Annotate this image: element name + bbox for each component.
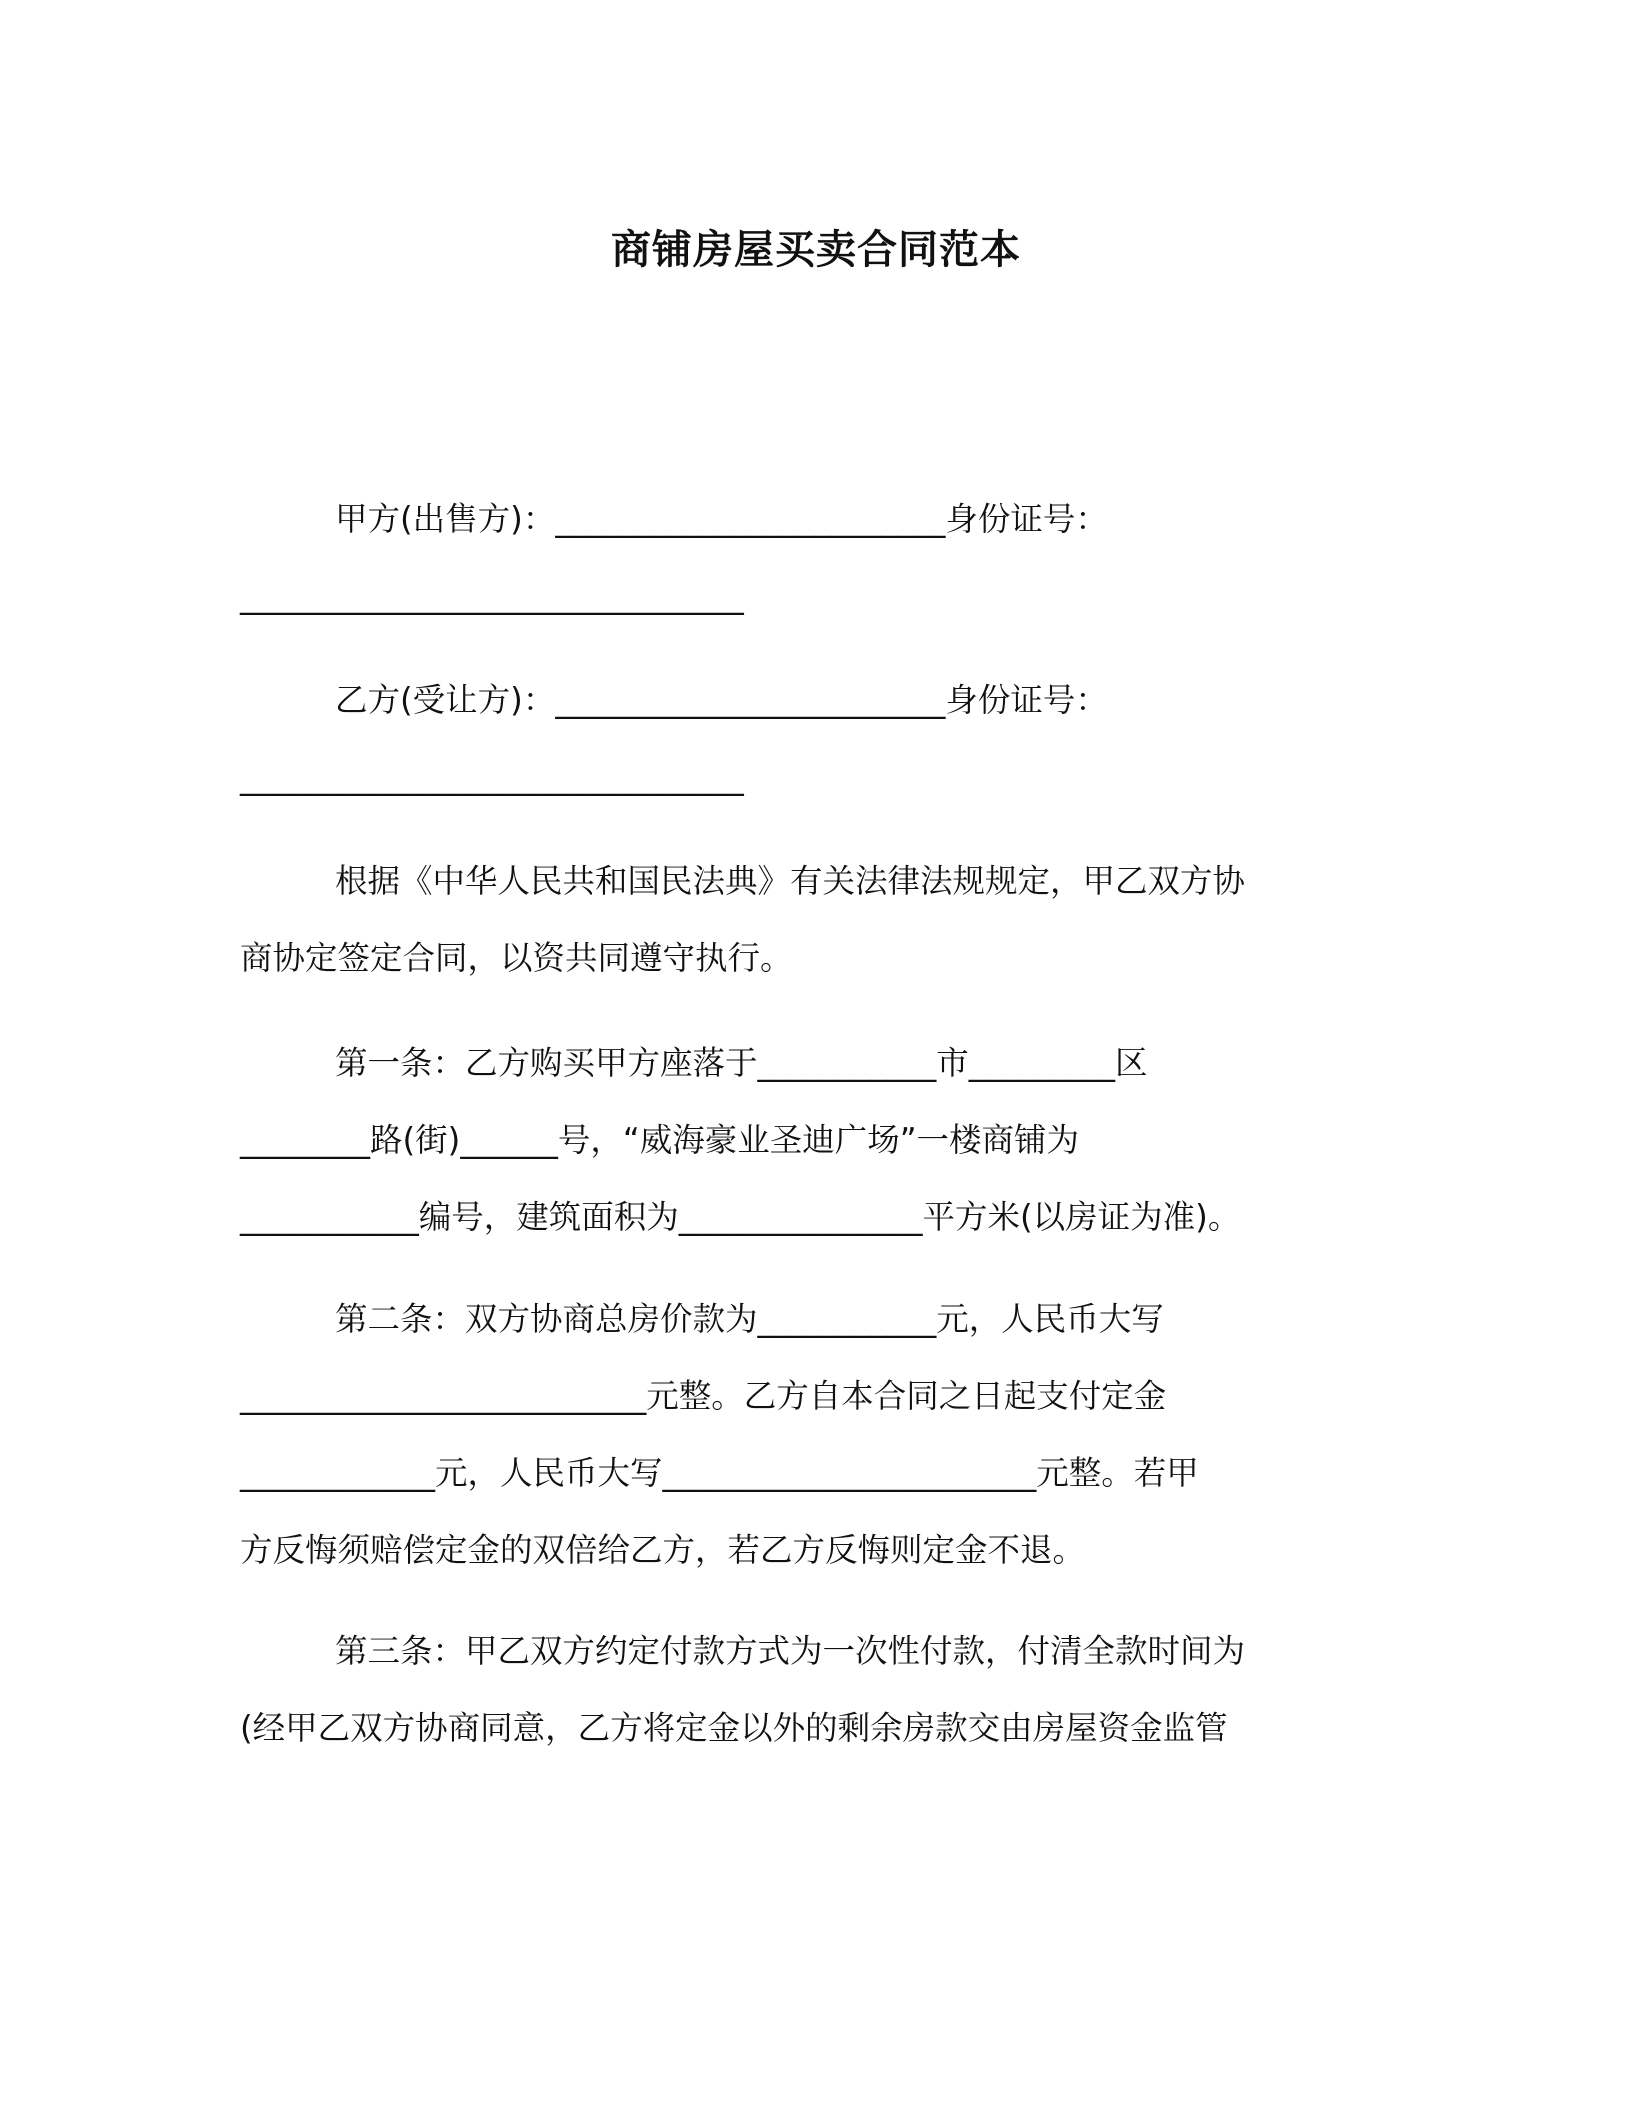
party-a-id-line: _______________________________ [240, 577, 744, 615]
article-1-line-3: ___________编号，建筑面积为_______________平方米(以房证为准)。 [240, 1198, 1241, 1236]
party-a-block [240, 481, 1380, 635]
preamble-line-2: 商协定签定合同，以资共同遵守执行。 [240, 939, 793, 977]
article-3-paragraph [240, 1613, 1380, 1767]
article-2-line-4: 方反悔须赔偿定金的双倍给乙方，若乙方反悔则定金不退。 [240, 1531, 1086, 1569]
article-2-line-1: 第二条：双方协商总房价款为___________元，人民币大写 [335, 1300, 1164, 1338]
article-1-paragraph [240, 1025, 1380, 1256]
preamble-line-1: 根据《中华人民共和国民法典》有关法律法规规定，甲乙双方协 [335, 862, 1246, 900]
preamble-paragraph [240, 843, 1380, 997]
article-1-line-1: 第一条：乙方购买甲方座落于___________市_________区 [335, 1044, 1148, 1082]
party-a-line: 甲方(出售方)：________________________身份证号： [335, 500, 1108, 538]
article-3-line-1: 第三条：甲乙双方约定付款方式为一次性付款，付清全款时间为 [335, 1632, 1246, 1670]
article-3-line-2: (经甲乙双方协商同意，乙方将定金以外的剩余房款交由房屋资金监管 [240, 1709, 1228, 1747]
article-1-line-2: ________路(街)______号，“威海豪业圣迪广场”一楼商铺为 [240, 1121, 1080, 1159]
document-title: 商铺房屋买卖合同范本 [611, 227, 1021, 273]
party-b-block [240, 662, 1380, 816]
party-b-line: 乙方(受让方)：________________________身份证号： [335, 681, 1108, 719]
article-2-paragraph [240, 1281, 1380, 1589]
article-2-line-3: ____________元，人民币大写_______________________元整。若甲 [240, 1454, 1199, 1492]
party-b-id-line: _______________________________ [240, 758, 744, 796]
article-2-line-2: _________________________元整。乙方自本合同之日起支付定金 [240, 1377, 1167, 1415]
